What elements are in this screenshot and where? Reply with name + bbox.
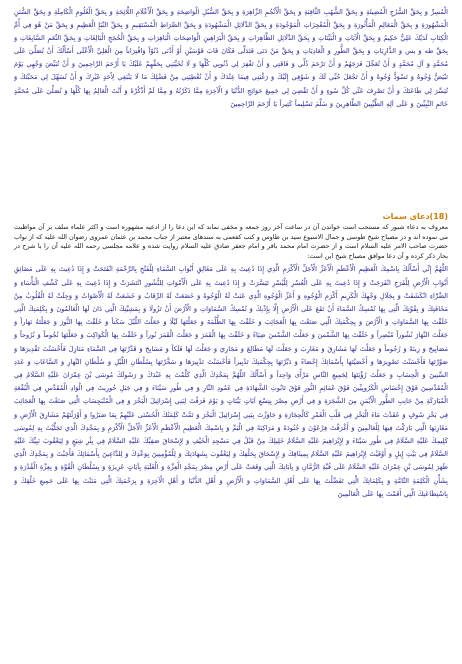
prayer-text-samat: اللَّهُمَّ إِنِّي أَسْأَلُكَ بِاسْمِكَ الْعَظِيمِ الْأَعْظَمِ الْأَعَزِّ الْأَجَلِّ الْأَكْرَمِ الَّذِي إِذَا دُعِيتَ بِهِ عَلَى مَغَالِقِ أَبْوَابِ السَّمَاءِ لِلْفَتْحِ بِالرَّحْمَةِ انْفَتَحَتْ وَ إِذَا دُعِيتَ بِهِ عَلَى مَضَائِقِ أَبْوَابِ الْأَرْضِ لِلْفَرَجِ انْفَرَجَتْ وَ إِذَا دُعِيتَ بِهِ عَلَى الْعُسْرِ لِلْيُسْرِ تَيَسَّرَتْ وَ إِذَا دُعِيتَ بِهِ عَلَى الْأَمْوَاتِ لِلنُّشُورِ انْتَشَرَتْ وَ إِذَا دُعِيتَ بِهِ عَلَى كَشْفِ الْبَأْسَاءِ وَ الضَّرَّاءِ انْكَشَفَتْ وَ بِجَلَالِ وَجْهِكَ الْكَرِيمِ أَكْرَمِ الْوُجُوهِ وَ أَعَزِّ الْوُجُوهِ الَّذِي عَنَتْ لَهُ الْوُجُوهُ وَ خَضَعَتْ لَهُ الرِّقَابُ وَ خَشَعَتْ لَهُ الْأَصْوَاتُ وَ وَجِلَتْ لَهُ الْقُلُوبُ مِنْ مَخَافَتِكَ وَ بِقُوَّتِكَ الَّتِي بِهَا تُمْسِكُ السَّمَاءَ أَنْ تَقَعَ عَلَى الْأَرْضِ إِلَّا بِإِذْنِكَ وَ تُمْسِكُ السَّمَاوَاتِ وَ الْأَرْضَ أَنْ تَزُولَا وَ بِمَشِيَّتِكَ الَّتِي دَانَ لَهَا الْعَالَمُونَ وَ بِكَلِمَتِكَ الَّتِي خَلَقْتَ بِهَا السَّمَاوَاتِ وَ الْأَرْضَ وَ بِحِكْمَتِكَ الَّتِي صَنَعْتَ بِهَا الْعَجَائِبَ وَ خَلَقْتَ بِهَا الظُّلْمَةَ وَ جَعَلْتَهَا لَيْلًا وَ جَعَلْتَ اللَّيْلَ سَكَناً وَ خَلَقْتَ بِهَا النُّورَ وَ جَعَلْتَهُ نَهَاراً وَ جَعَلْتَ النَّهَارَ نُشُوراً مُبْصِراً وَ خَلَقْتَ بِهَا الشَّمْسَ وَ جَعَلْتَ الشَّمْسَ ضِيَاءً وَ خَلَقْتَ بِهَا الْقَمَرَ وَ جَعَلْتَ الْقَمَرَ نُوراً وَ خَلَقْتَ بِهَا الْكَوَاكِبَ وَ جَعَلْتَهَا نُجُوماً وَ بُرُوجاً وَ مَصَابِيحَ وَ زِينَةً وَ رُجُوماً وَ جَعَلْتَ لَهَا مَشَارِقَ وَ مَغَارِبَ وَ جَعَلْتَ لَهَا مَطَالِعَ وَ مَجَارِيَ وَ جَعَلْتَ لَهَا فَلَكاً وَ مَسَابِحَ وَ قَدَّرْتَهَا فِي السَّمَاءِ مَنَازِلَ فَأَحْسَنْتَ تَقْدِيرَهَا وَ صَوَّرْتَهَا فَأَحْسَنْتَ تَصْوِيرَهَا وَ أَحْصَيْتَهَا بِأَسْمَائِكَ إِحْصَاءً وَ دَبَّرْتَهَا بِحِكْمَتِكَ تَدْبِيراً فَأَحْسَنْتَ تَدْبِيرَهَا وَ سَخَّرْتَهَا بِسُلْطَانِ اللَّيْلِ وَ سُلْطَانِ النَّهَارِ وَ السَّاعَاتِ وَ عَدَدِ السِّنِينَ وَ الْحِسَابِ وَ جَعَلْتَ رُؤْيَتَهَا لِجَمِيعِ النَّاسِ مَرْأًى وَاحِداً وَ أَسْأَلُكَ اللَّهُمَّ بِمَجْدِكَ الَّذِي كَلَّمْتَ بِهِ عَبْدَكَ وَ رَسُولَكَ مُوسَى بْنَ عِمْرَانَ عَلَيْهِ السَّلَامُ فِي الْمُقَدَّسِينَ فَوْقَ إِحْسَاسِ الْكَرُوبِيِّينَ فَوْقَ غَمَائِمِ النُّورِ فَوْقَ تَابُوتِ الشَّهَادَةِ فِي عَمُودِ النَّارِ وَ فِي طُورِ سَيْنَاءَ وَ فِي جَبَلِ حُورِيثَ فِي الْوَادِ الْمُقَدَّسِ فِي الْبُقْعَةِ الْمُبَارَكَةِ مِنْ جَانِبِ الطُّورِ الْأَيْمَنِ مِنَ الشَّجَرَةِ وَ فِي أَرْضِ مِصْرَ بِتِسْعِ آيَاتٍ بَيِّنَاتٍ وَ يَوْمَ فَرَقْتَ لِبَنِي إِسْرَائِيلَ الْبَحْرَ وَ فِي الْمُنْبَجِسَاتِ الَّتِي صَنَعْتَ بِهَا الْعَجَائِبَ فِي بَحْرِ سُوفٍ وَ عَقَدْتَ مَاءَ الْبَحْرِ فِي قَلْبِ الْغَمْرِ كَالْحِجَارَةِ وَ جَاوَزْتَ بِبَنِي إِسْرَائِيلَ الْبَحْرَ وَ تَمَّتْ كَلِمَتُكَ الْحُسْنَى عَلَيْهِمْ بِمَا صَبَرُوا وَ أَوْرَثْتَهُمْ مَشَارِقَ الْأَرْضِ وَ مَغَارِبَهَا الَّتِي بَارَكْتَ فِيهَا لِلْعَالَمِينَ وَ أَغْرَقْتَ فِرْعَوْنَ وَ جُنُودَهُ وَ مَرَاكِبَهُ فِي الْيَمِّ وَ بِاسْمِكَ الْعَظِيمِ الْأَعْظَمِ الْأَعَزِّ الْأَجَلِّ الْأَكْرَمِ وَ بِمَجْدِكَ الَّذِي تَجَلَّيْتَ بِهِ لِمُوسَى كَلِيمِكَ عَلَيْهِ السَّلَامُ فِي طُورِ سَيْنَاءَ وَ لِإِبْرَاهِيمَ عَلَيْهِ السَّلَامُ خَلِيلِكَ مِنْ قَبْلُ فِي مَسْجِدِ الْخَيْفِ وَ لِإِسْحَاقَ صَفِيِّكَ عَلَيْهِ السَّلَامُ فِي بِئْرِ شِيَعٍ وَ لِيَعْقُوبَ نَبِيِّكَ عَلَيْهِ السَّلَامُ فِي بَيْتِ إِيلٍ وَ أَوْفَيْتَ لِإِبْرَاهِيمَ عَلَيْهِ السَّلَامُ بِمِيثَاقِكَ وَ لِإِسْحَاقَ بِحَلْفِكَ وَ لِيَعْقُوبَ بِشَهَادَتِكَ وَ لِلْمُؤْمِنِينَ بِوَعْدِكَ وَ لِلدَّاعِينَ بِأَسْمَائِكَ فَأَجَبْتَ وَ بِمَجْدِكَ الَّذِي ظَهَرَ لِمُوسَى بْنِ عِمْرَانَ عَلَيْهِ السَّلَامُ عَلَى قُبَّةِ الرُّمَّانِ وَ بِآيَاتِكَ الَّتِي وَقَعَتْ عَلَى أَرْضِ مِصْرَ بِمَجْدِ الْعِزَّةِ وَ الْغَلَبَةِ بِآيَاتٍ عَزِيزَةٍ وَ بِسُلْطَانِ الْقُوَّةِ وَ بِعِزَّةِ الْقُدْرَةِ وَ بِشَأْنِ الْكَلِمَةِ التَّامَّةِ وَ بِكَلِمَاتِكَ الَّتِي تَفَضَّلْتَ بِهَا عَلَى أَهْلِ السَّمَاوَاتِ وَ الْأَرْضِ وَ أَهْلِ الدُّنْيَا وَ أَهْلِ الْآخِرَةِ وَ بِرَحْمَتِكَ الَّتِي مَنَنْتَ بِهَا عَلَى جَمِيعِ خَلْقِكَ وَ بِاسْتِطَاعَتِكَ الَّتِي أَقَمْتَ بِهَا عَلَى الْعَالَمِينَ <box>14 265 448 498</box>
section-heading: (18)دعای سمات <box>382 212 448 221</box>
section-intro: معروف به دعاء شبور که مستحب است خواندن آن در ساعت آخر روز جمعه و مخفی نماند که این دعا را از ادعیه مشهوره است و اکثر علماء سلف بر آن مواظبت می نموده اند و در مصباح شیخ طوسی و جمال الاسبوع سید بن طاوس و کتب کفعمی به سندهای معتبر از جناب محمد بن عثمان عمروی رضوان الله علیه که از نواب حضرت صاحب الامر علیه السلام است و از حضرت امام محمد باقر و امام جعفر صادق علیه السلام روایت شده و علامه مجلسی رحمه الله علیه آن را با شرح در بحار ذکر کرده و آن دعا موافق مصباح شیخ این است: <box>14 223 448 260</box>
prayer-text-continuation: الْمُسِرِّ وَ بِحَقِّ السُّرُجِ الْمُضِيئَةِ وَ بِحَقِّ الشُّهُبِ الثَّاقِبَةِ وَ بِحَقِّ الْأَنْجُمِ الزَّاهِرَةِ وَ بِحَقِّ السُّبُلِ الْوَاضِحَةِ وَ بِحَقِّ الْأَعْلَامِ اللَّائِحَةِ وَ بِحَقِّ الْعُلُومِ الْكَامِلَةِ وَ بِحَقِّ السُّنَنِ الْمَشْهُورَةِ وَ بِحَقِّ الْمَعَالِمِ الْمَأْثُورَةِ وَ بِحَقِّ الْمُعْجِزَاتِ الْمَوْجُودَةِ وَ بِحَقِّ الدَّلَائِلِ الْمَشْهُودَةِ وَ بِحَقِّ الصِّرَاطِ الْمُسْتَقِيمِ وَ بِحَقِّ النَّبَإِ الْعَظِيمِ وَ بِحَقِّ مَنْ هُوَ فِي أُمِّ الْكِتَابِ لَدَيْكَ عَلِيٌّ حَكِيمٌ وَ بِحَقِّ الْآيَاتِ وَ الْبَيِّنَاتِ وَ بِحَقِّ الدَّلَائِلِ الظَّاهِرَاتِ وَ بِحَقِّ الْبَرَاهِينِ الْوَاضِحَاتِ الْبَاهِرَاتِ وَ بِحَقِّ الْحُجَجِ الْبَالِغَاتِ وَ بِحَقِّ النِّعَمِ السَّابِغَاتِ وَ بِحَقِّ طه وَ يس وَ الذَّارِيَاتِ وَ بِحَقِّ الطُّورِ وَ الْعَادِيَاتِ وَ بِحَقِّ مَنْ دَنَى فَتَدَلَّى فَكَانَ قَابَ قَوْسَيْنِ أَوْ أَدْنَى دُنُوّاً وَاقْتِرَاباً مِنَ الْعَلِيِّ الْأَعْلَى أَسْأَلُكَ أَنْ تُصَلِّيَ عَلَى مُحَمَّدٍ وَ آلِ مُحَمَّدٍ وَ أَنْ تُعَجِّلَ فَرَجَهُمْ وَ أَنْ تَرْحَمَ ذُلِّي وَ فَاقَتِي وَ أَنْ تَغْفِرَ لِي ذُنُوبِي كُلَّهَا وَ لَا تُخَيِّبَنِي بِحَقِّهِمْ عَلَيْكَ يَا أَرْحَمَ الرَّاحِمِينَ وَ أَنْ تُبَيِّضَ وَجْهِي يَوْمَ تَبْيَضُّ وُجُوهٌ وَ تَسْوَدُّ وُجُوهٌ وَ أَنْ تَجْعَلَ حُبِّي لَكَ وَ شَوْقِي إِلَيْكَ وَ رَغْبَتِي فِيمَا عِنْدَكَ وَ أَنْ تُعْطِيَنِي مِنْ فَضْلِكَ مَا لَا يَنْبَغِي لِأَحَدٍ غَيْرِكَ وَ أَنْ تُسَهِّلَ لِي مَحَبَّتَكَ وَ تُيَسِّرَ لِي طَاعَتَكَ وَ أَنْ تَصْرِفَ عَنِّي كُلَّ سُوءٍ وَ أَنْ تَقْضِيَ لِي جَمِيعَ حَوَائِجِ الدُّنْيَا وَ الْآخِرَةِ مِمَّا ذَكَرْتُهُ وَ مِمَّا لَمْ أَذْكُرْهُ وَ أَنْتَ الْعَالِمُ بِهَا كُلِّهَا وَ تُصَلِّيَ عَلَى مُحَمَّدٍ خَاتَمِ النَّبِيِّينَ وَ عَلَى آلِهِ الطَّيِّبِينَ الطَّاهِرِينَ وَ سَلَّمَ تَسْلِيماً كَثِيراً يَا أَرْحَمَ الرَّاحِمِينَ <box>14 8 448 108</box>
